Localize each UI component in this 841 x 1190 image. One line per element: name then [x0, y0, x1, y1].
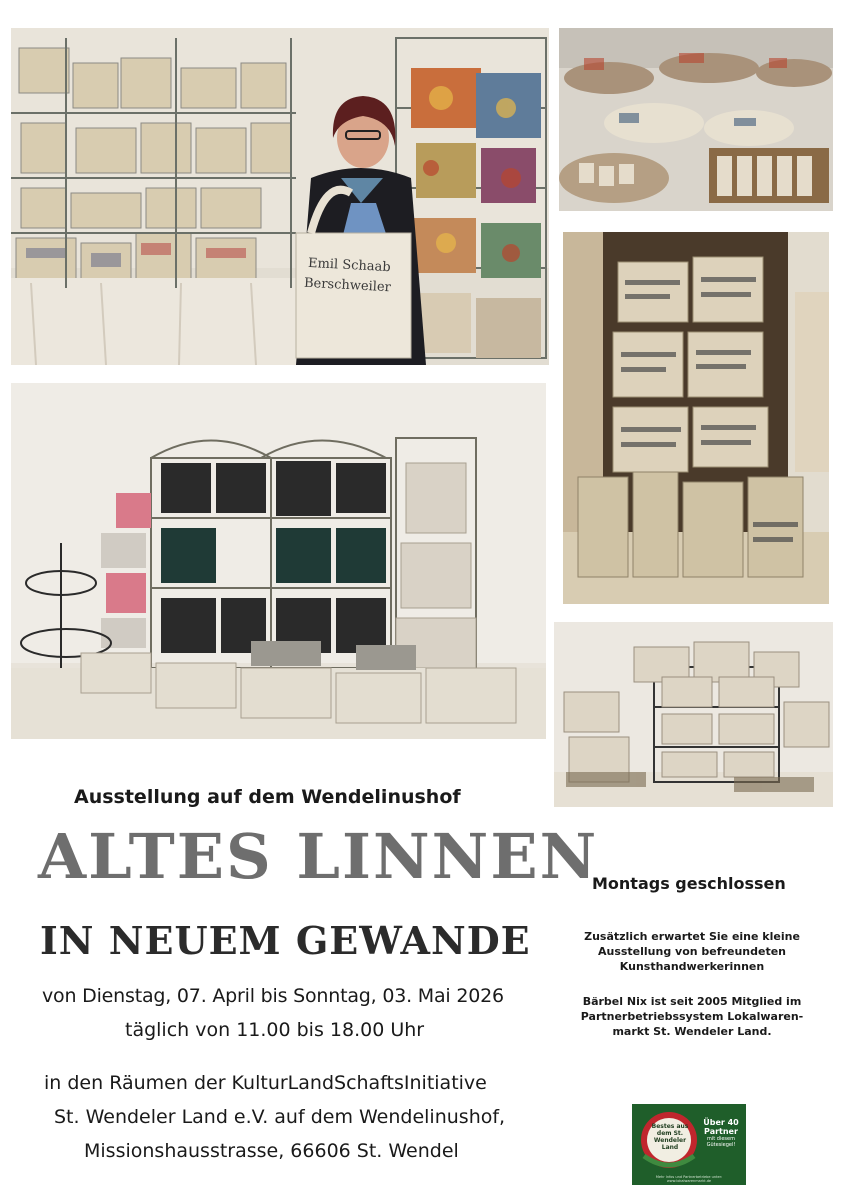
photo-sack-rack [563, 232, 829, 604]
side-note-guests: Zusätzlich erwartet Sie eine kleine Ausstellung von befreundeten Kunsthandwerkerinnen [584, 930, 800, 973]
exhibition-title: ALTES LINNEN [38, 820, 599, 893]
badge-partner-text [698, 1118, 744, 1148]
date-range: von Dienstag, 07. April bis Sonntag, 03. Mai 2026 [42, 985, 504, 1007]
venue-line-1: in den Räumen der KulturLandSchaftsInitiative [44, 1072, 487, 1094]
photo-exhibitor-image [11, 28, 549, 365]
closed-note: Montags geschlossen [592, 874, 786, 893]
partner-badge [632, 1104, 746, 1185]
exhibition-subtitle: Ausstellung auf dem Wendelinushof [74, 786, 461, 808]
photo-baskets-image [559, 28, 833, 211]
exhibition-title-sub: IN NEUEM GEWANDE [40, 918, 531, 963]
badge-seal-text: Bestes aus dem St. Wendeler Land [651, 1123, 689, 1151]
venue-line-3: Missionshausstrasse, 66606 St. Wendel [84, 1140, 459, 1162]
badge-partner-small: mit diesem Gütesiegel! [706, 1136, 736, 1148]
badge-footer: Mehr Infos und Partnerbetriebe unter: www.lokalwarenmarkt.de [655, 1175, 723, 1183]
opening-hours: täglich von 11.00 bis 18.00 Uhr [125, 1019, 425, 1041]
photo-exhibitor [11, 28, 549, 365]
photo-bag-table [11, 383, 546, 739]
photo-pillow-rack-image [554, 622, 833, 807]
photo-baskets [559, 28, 833, 211]
badge-partner-count: Über 40 Partner [703, 1118, 739, 1136]
venue-line-2: St. Wendeler Land e.V. auf dem Wendelinushof, [54, 1106, 506, 1128]
bag-print-line1: Emil Schaab [307, 255, 391, 276]
side-note-membership: Bärbel Nix ist seit 2005 Mitglied im Partnerbetriebssystem Lokalwaren-markt St. Wendeler Land. [580, 995, 804, 1038]
bag-print-line2: Berschweiler [303, 275, 392, 296]
photo-bag-table-image [11, 383, 546, 739]
photo-sack-rack-image [563, 232, 829, 604]
photo-pillow-rack [554, 622, 833, 807]
